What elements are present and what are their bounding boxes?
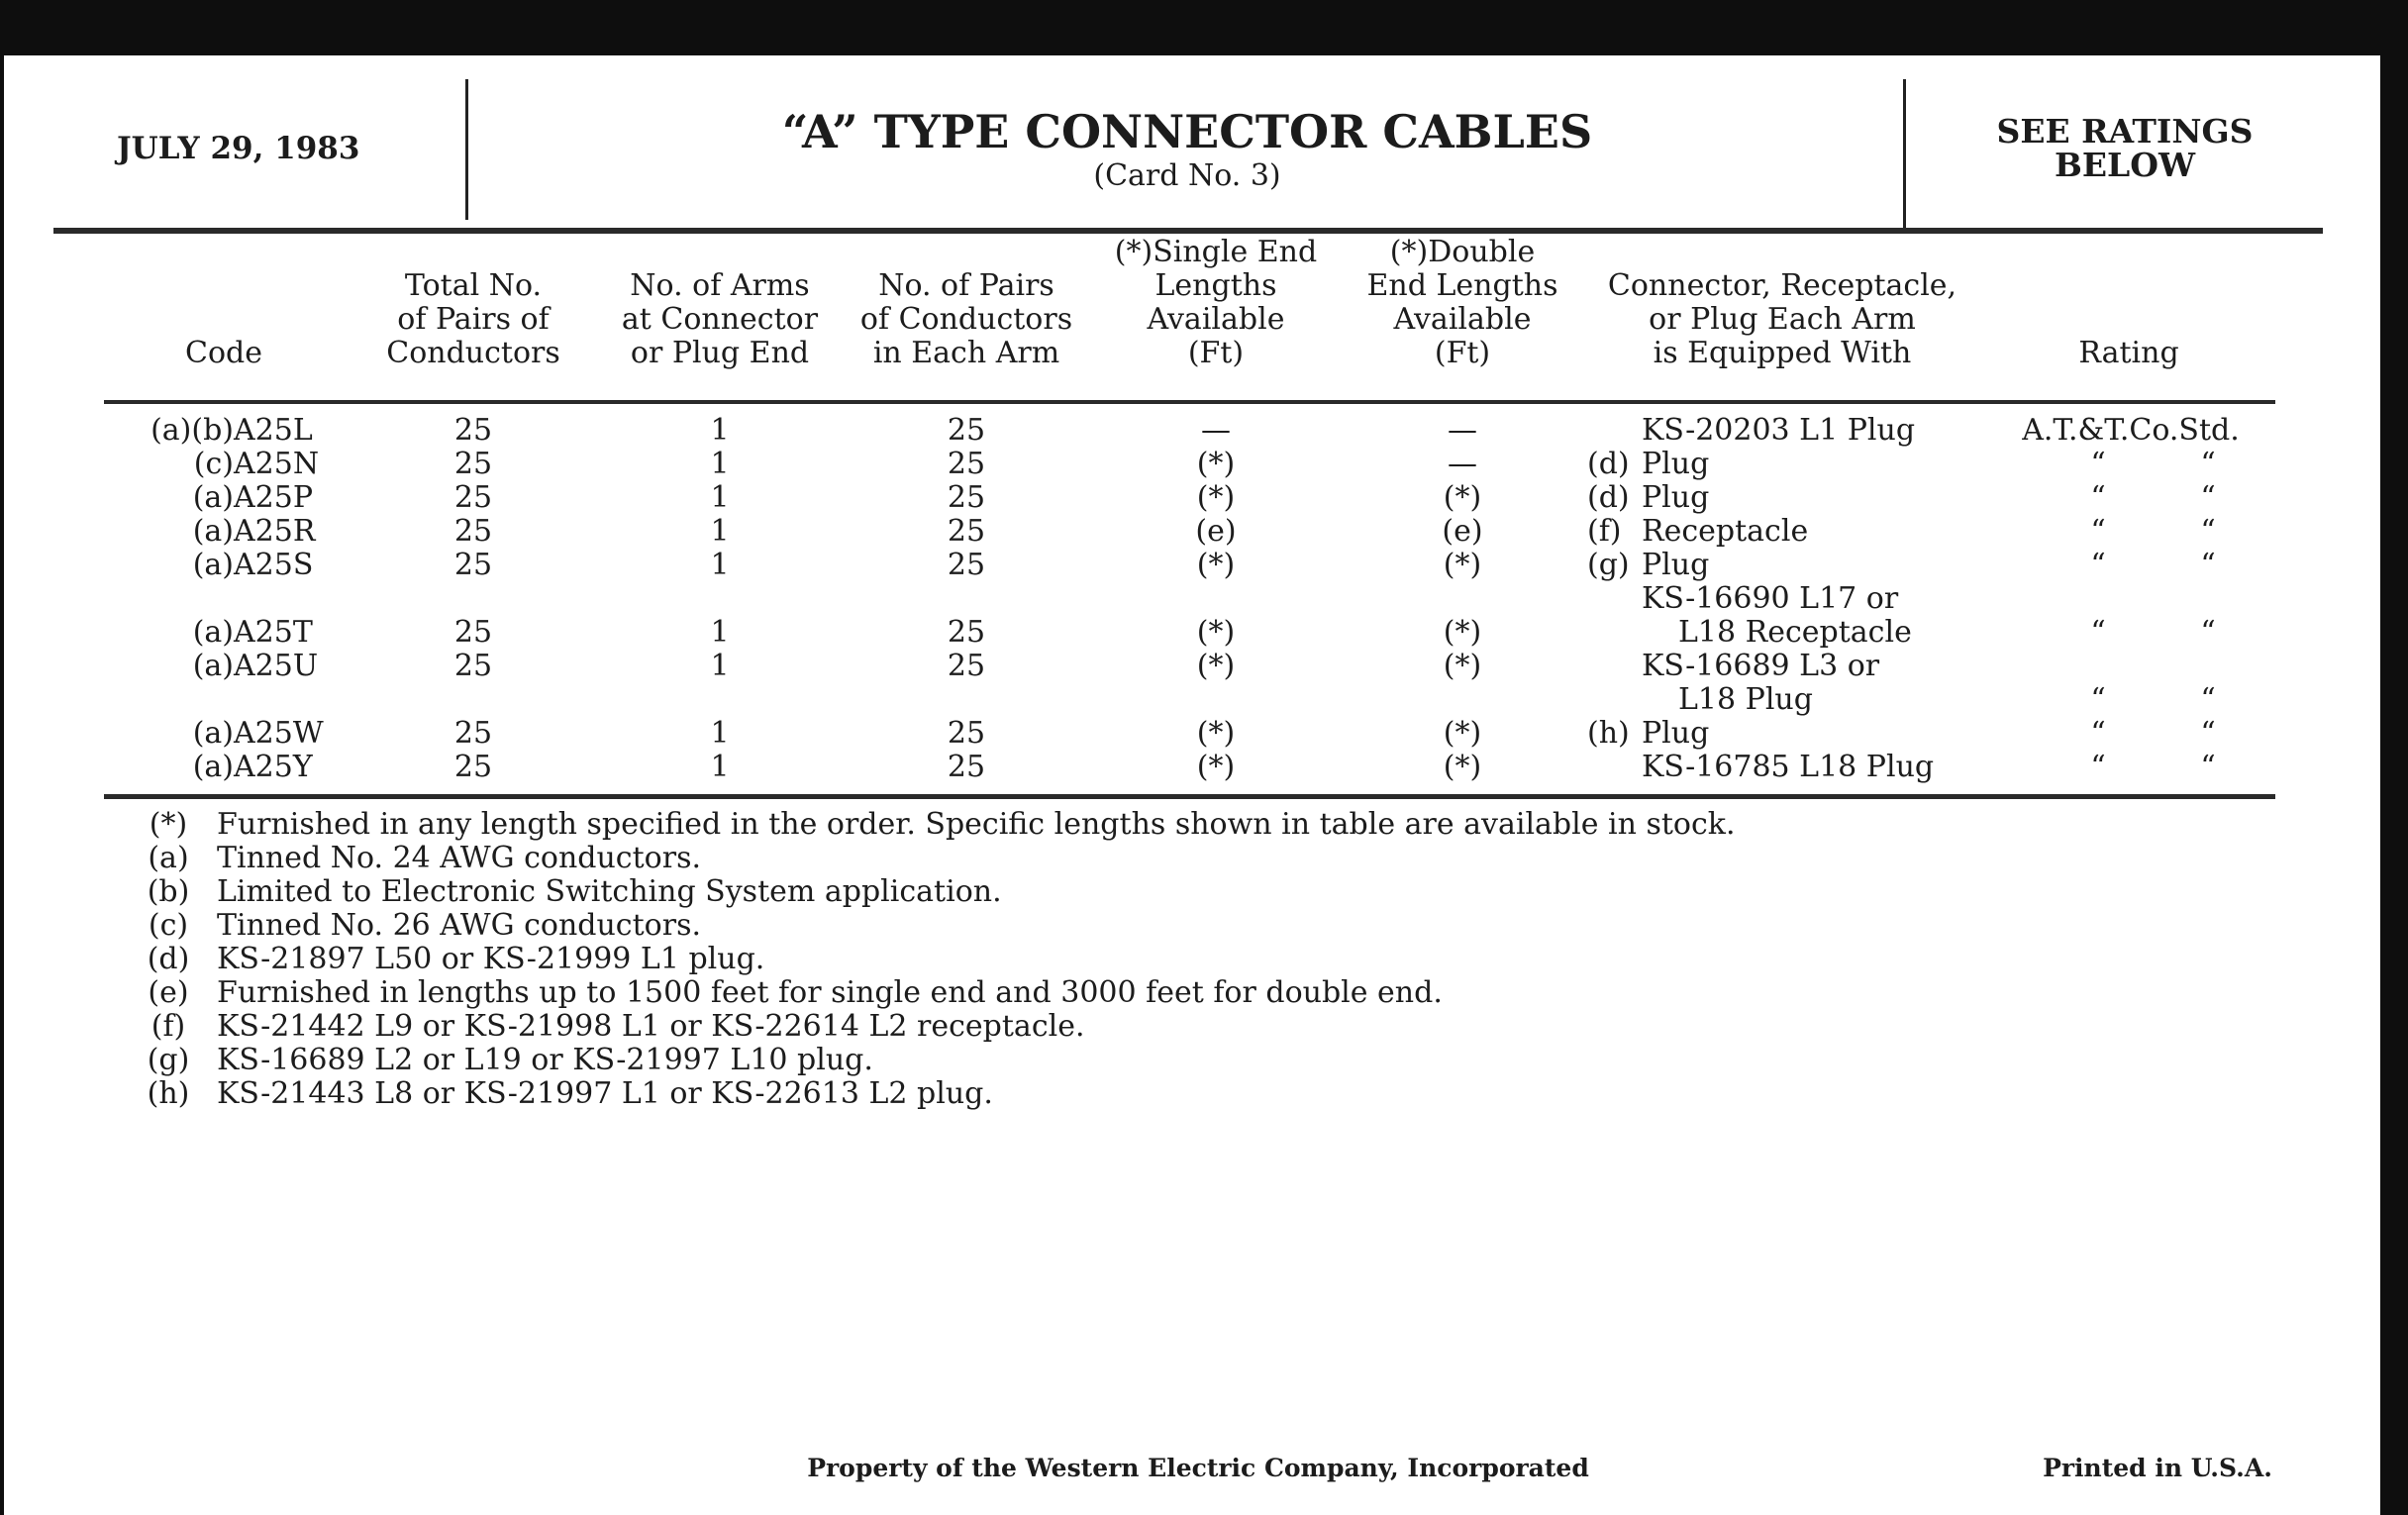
table-bottom-rule (104, 794, 2275, 799)
date: JULY 29, 1983 (117, 131, 360, 166)
ratings-note-line: SEE RATINGS (1996, 112, 2254, 151)
double-end-length: (*) (1443, 649, 1482, 683)
connector: Receptacle (1642, 514, 1809, 549)
rating-ditto: “ (2200, 750, 2216, 784)
rating-ditto: “ (2090, 682, 2106, 717)
arms: 1 (710, 480, 730, 515)
card-number: (Card No. 3) (1093, 158, 1281, 193)
footnote-text: Limited to Electronic Switching System application. (217, 874, 1002, 909)
cable-code: A25W (234, 716, 324, 751)
header-divider (465, 79, 468, 220)
double-end-length: (*) (1443, 615, 1482, 650)
footnote-mark: (f) (150, 1009, 186, 1044)
single-end-length: — (1201, 413, 1231, 448)
rating-ditto: “ (2090, 514, 2106, 549)
single-end-length: (*) (1196, 716, 1236, 751)
connector: KS-16690 L17 or (1642, 581, 1899, 616)
arms: 1 (710, 514, 730, 549)
code-prefix: (a) (192, 649, 234, 683)
footnote-text: Furnished in any length specified in the order. Specific lengths shown in table are available in stock. (217, 807, 1736, 842)
code-prefix: (a) (192, 514, 234, 549)
code-prefix: (c) (193, 447, 234, 481)
footnote-mark: (c) (148, 908, 189, 943)
pairs-per-arm: 25 (947, 615, 986, 650)
code-prefix: (a) (192, 480, 234, 515)
pairs-per-arm: 25 (947, 716, 986, 751)
double-end-length: (*) (1443, 548, 1482, 582)
cable-code: A25S (234, 548, 314, 582)
code-prefix: (a) (192, 750, 234, 784)
page-title: “A” TYPE CONNECTOR CABLES (781, 105, 1593, 158)
arms: 1 (710, 716, 730, 751)
footnote-text: KS-16689 L2 or L19 or KS-21997 L10 plug. (217, 1043, 873, 1077)
connector-prefix: (d) (1587, 480, 1630, 515)
cable-code: A25U (234, 649, 319, 683)
footnote-text: KS-21443 L8 or KS-21997 L1 or KS-22613 L2 plug. (217, 1076, 993, 1111)
connector: Plug (1642, 480, 1710, 515)
pairs-per-arm: 25 (947, 514, 986, 549)
footnote-text: KS-21897 L50 or KS-21999 L1 plug. (217, 942, 765, 976)
footnote-mark: (a) (148, 841, 189, 875)
pairs-per-arm: 25 (947, 447, 986, 481)
double-end-length: — (1448, 447, 1477, 481)
total-pairs: 25 (453, 716, 493, 751)
connector: Plug (1642, 447, 1710, 481)
cable-code: A25Y (234, 750, 313, 784)
connector: KS-16785 L18 Plug (1642, 750, 1935, 784)
arms: 1 (710, 649, 730, 683)
double-end-length: (e) (1442, 514, 1483, 549)
footnote-mark: (g) (147, 1043, 190, 1077)
rating-ditto: “ (2200, 447, 2216, 481)
ratings-note-line: BELOW (2054, 146, 2196, 184)
double-end-length: (*) (1443, 716, 1482, 751)
column-header: No. of Pairs of Conductors in Each Arm (859, 268, 1073, 370)
connector: Plug (1642, 548, 1710, 582)
rating-ditto: “ (2200, 682, 2216, 717)
footnote-mark: (*) (149, 807, 188, 842)
total-pairs: 25 (453, 649, 493, 683)
code-prefix: (a) (192, 716, 234, 751)
arms: 1 (710, 447, 730, 481)
rating-ditto: “ (2200, 716, 2216, 751)
rating-ditto: “ (2090, 750, 2106, 784)
rating-ditto: “ (2090, 716, 2106, 751)
header-rule (53, 228, 2323, 234)
double-end-length: (*) (1443, 480, 1482, 515)
ratings-note (1996, 112, 2254, 184)
pairs-per-arm: 25 (947, 649, 986, 683)
footnote-text: Tinned No. 24 AWG conductors. (217, 841, 701, 875)
single-end-length: (*) (1196, 548, 1236, 582)
single-end-length: (*) (1196, 615, 1236, 650)
connector: KS-20203 L1 Plug (1642, 413, 1916, 448)
footnote-text: KS-21442 L9 or KS-21998 L1 or KS-22614 L2 receptacle. (217, 1009, 1085, 1044)
double-end-length: (*) (1443, 750, 1482, 784)
total-pairs: 25 (453, 413, 493, 448)
footnote-mark: (e) (148, 975, 189, 1010)
total-pairs: 25 (453, 548, 493, 582)
rating-ditto: “ (2090, 615, 2106, 650)
total-pairs: 25 (453, 447, 493, 481)
double-end-length: — (1448, 413, 1477, 448)
arms: 1 (710, 615, 730, 650)
rating-ditto: “ (2200, 615, 2216, 650)
column-header: Rating (2078, 336, 2179, 370)
total-pairs: 25 (453, 615, 493, 650)
rating-ditto: “ (2200, 548, 2216, 582)
scan-border-right (2380, 0, 2408, 1515)
rating-ditto: “ (2200, 514, 2216, 549)
pairs-per-arm: 25 (947, 413, 986, 448)
footnote-mark: (d) (147, 942, 190, 976)
total-pairs: 25 (453, 514, 493, 549)
connector-prefix: (g) (1587, 548, 1630, 582)
connector-prefix: (d) (1587, 447, 1630, 481)
arms: 1 (710, 548, 730, 582)
column-header: No. of Arms at Connector or Plug End (621, 268, 819, 370)
connector: L18 Receptacle (1678, 615, 1912, 650)
pairs-per-arm: 25 (947, 750, 986, 784)
table-header-rule (104, 400, 2275, 404)
arms: 1 (710, 750, 730, 784)
single-end-length: (e) (1195, 514, 1237, 549)
single-end-length: (*) (1196, 649, 1236, 683)
total-pairs: 25 (453, 480, 493, 515)
rating-ditto: “ (2090, 548, 2106, 582)
code-prefix: (a) (192, 548, 234, 582)
column-header: Code (185, 336, 262, 370)
single-end-length: (*) (1196, 480, 1236, 515)
cable-code: A25T (234, 615, 313, 650)
cable-code: A25P (234, 480, 314, 515)
connector: Plug (1642, 716, 1710, 751)
pairs-per-arm: 25 (947, 548, 986, 582)
rating: A.T.&T.Co.Std. (2022, 413, 2240, 448)
column-header: Connector, Receptacle, or Plug Each Arm is Equipped With (1607, 268, 1957, 370)
connector-prefix: (f) (1587, 514, 1622, 549)
arms: 1 (710, 413, 730, 448)
scan-border-left (0, 0, 4, 1515)
property-notice: Property of the Western Electric Company, Incorporated (807, 1454, 1589, 1482)
rating-ditto: “ (2090, 447, 2106, 481)
rating-ditto: “ (2090, 480, 2106, 515)
cable-code: A25R (234, 514, 316, 549)
footnote-mark: (b) (147, 874, 190, 909)
header-divider (1903, 79, 1906, 228)
column-header: (*)Double End Lengths Available (Ft) (1366, 235, 1558, 370)
code-prefix: (a)(b) (150, 413, 234, 448)
connector: L18 Plug (1678, 682, 1813, 717)
single-end-length: (*) (1196, 750, 1236, 784)
single-end-length: (*) (1196, 447, 1236, 481)
pairs-per-arm: 25 (947, 480, 986, 515)
printed-in: Printed in U.S.A. (2043, 1454, 2272, 1482)
connector: KS-16689 L3 or (1642, 649, 1880, 683)
footnote-mark: (h) (147, 1076, 190, 1111)
footnote-text: Tinned No. 26 AWG conductors. (217, 908, 701, 943)
scan-border-top (0, 0, 2408, 55)
total-pairs: 25 (453, 750, 493, 784)
code-prefix: (a) (192, 615, 234, 650)
column-header: (*)Single End Lengths Available (Ft) (1114, 235, 1318, 370)
rating-ditto: “ (2200, 480, 2216, 515)
connector-prefix: (h) (1587, 716, 1630, 751)
footnote-text: Furnished in lengths up to 1500 feet for single end and 3000 feet for double end. (217, 975, 1443, 1010)
cable-code: A25L (234, 413, 313, 448)
cable-code: A25N (234, 447, 320, 481)
column-header: Total No. of Pairs of Conductors (386, 268, 560, 370)
